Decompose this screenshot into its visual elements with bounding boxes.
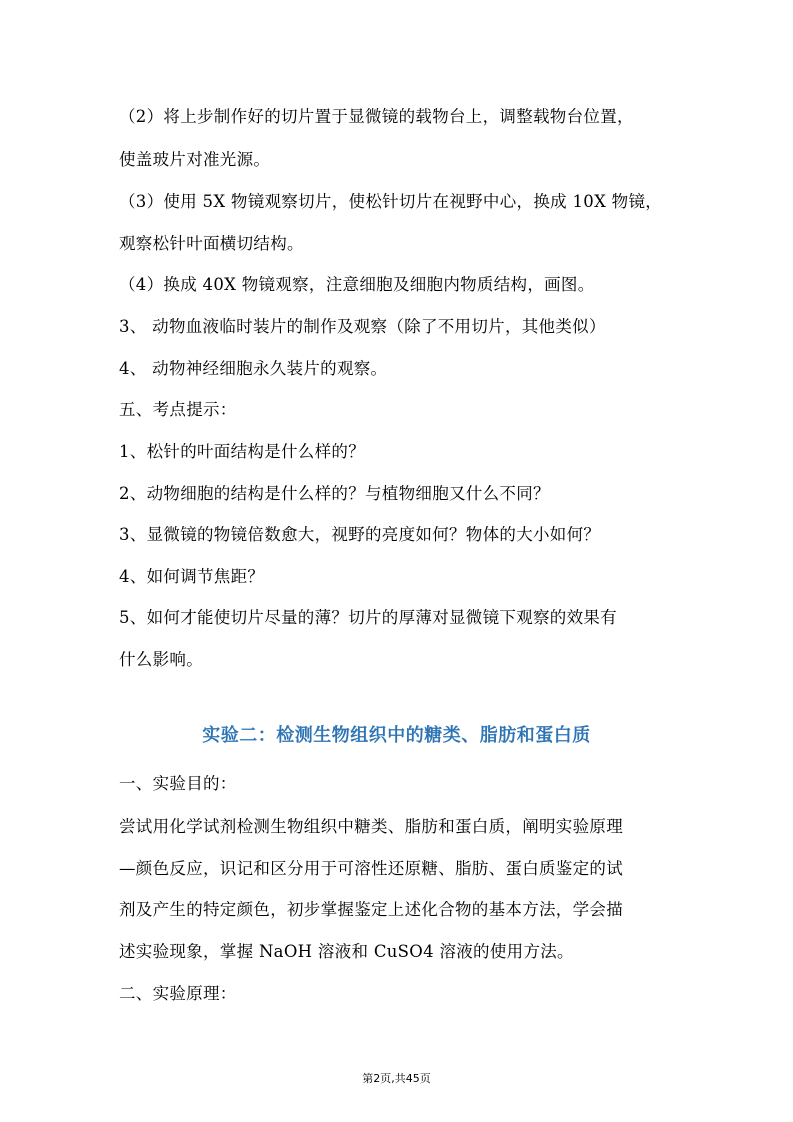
paragraph-line: 观察松针叶面横切结构。 — [119, 234, 304, 253]
section-subheading: 五、考点提示： — [119, 400, 237, 419]
list-item: 1、松针的叶面结构是什么样的？ — [119, 442, 365, 461]
paragraph-line: 尝试用化学试剂检测生物组织中糖类、脂肪和蛋白质，阐明实验原理 — [119, 817, 623, 836]
paragraph-line: （3）使用 5X 物镜观察切片，使松针切片在视野中心，换成 10X 物镜， — [119, 192, 663, 211]
list-item: 3、 动物血液临时装片的制作及观察（除了不用切片，其他类似） — [119, 317, 606, 336]
list-item-continuation: 什么影响。 — [119, 650, 203, 669]
paragraph-line: —颜色反应，识记和区分用于可溶性还原糖、脂肪、蛋白质鉴定的试 — [119, 859, 623, 878]
list-item: 5、如何才能使切片尽量的薄？切片的厚薄对显微镜下观察的效果有 — [119, 608, 617, 627]
paragraph-line: （4）换成 40X 物镜观察，注意细胞及细胞内物质结构，画图。 — [119, 275, 595, 294]
paragraph-line: 使盖玻片对准光源。 — [119, 150, 271, 169]
section-subheading: 一、实验目的： — [119, 774, 237, 793]
section-subheading: 二、实验原理： — [119, 984, 237, 1003]
paragraph-line: （2）将上步制作好的切片置于显微镜的载物台上，调整载物台位置， — [119, 107, 634, 126]
page-number-footer: 第2页,共45页 — [362, 1072, 431, 1085]
list-item: 4、 动物神经细胞永久装片的观察。 — [119, 359, 388, 378]
paragraph-line: 剂及产生的特定颜色，初步掌握鉴定上述化合物的基本方法，学会描 — [119, 900, 623, 919]
paragraph-line: 述实验现象，掌握 NaOH 溶液和 CuSO4 溶液的使用方法。 — [119, 942, 574, 961]
section-heading: 实验二：检测生物组织中的糖类、脂肪和蛋白质 — [202, 725, 591, 746]
list-item: 2、动物细胞的结构是什么样的？与植物细胞又什么不同？ — [119, 484, 550, 503]
list-item: 3、显微镜的物镜倍数愈大，视野的亮度如何？物体的大小如何？ — [119, 525, 601, 544]
list-item: 4、如何调节焦距？ — [119, 567, 265, 586]
